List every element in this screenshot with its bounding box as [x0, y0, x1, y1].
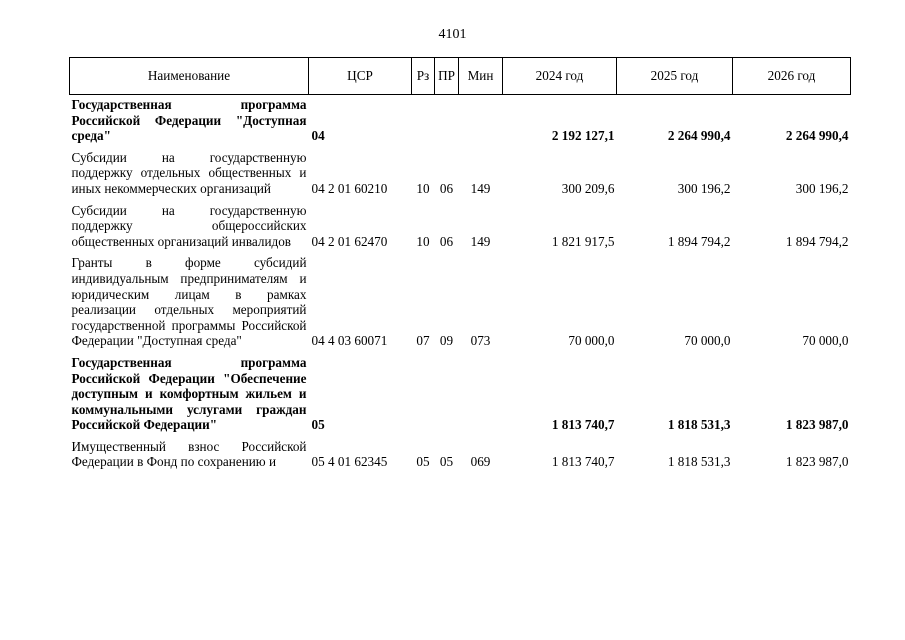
row-2024: 1 813 740,7: [551, 454, 615, 470]
row-2025: 1 818 531,3: [667, 417, 731, 433]
row-min: [459, 95, 503, 148]
row-min: 149: [470, 233, 491, 249]
table-row: [70, 95, 851, 148]
row-csr: 04 2 01 62470: [311, 233, 388, 249]
row-min: 069: [470, 454, 491, 470]
row-rz: [412, 95, 435, 148]
row-name: Субсидии на государственную поддержку общероссийских общественных организаций инвалидов: [71, 202, 307, 249]
row-rz: 05: [416, 454, 430, 470]
row-pr: 06: [439, 233, 454, 249]
table-row: [70, 353, 851, 437]
row-pr: 05: [439, 454, 454, 470]
row-name: Имущественный взнос Российской Федерации в Фонд по сохранению и: [71, 438, 307, 470]
row-2024: 1 821 917,5: [551, 233, 615, 249]
row-rz: 10: [416, 180, 430, 196]
row-csr: 04 4 03 60071: [311, 333, 388, 349]
row-2025: 2 264 990,4: [667, 128, 731, 144]
row-pr: [435, 95, 459, 148]
budget-table: [69, 57, 851, 470]
row-name: Государственная программа Российской Федерации "Обеспечение доступным и комфортным жильем и коммунальными услугами граждан Российской Федерации": [71, 354, 307, 433]
row-2024: 70 000,0: [568, 333, 615, 349]
table-row: [70, 148, 851, 201]
row-2025: 1 894 794,2: [667, 233, 731, 249]
row-2026: 2 264 990,4: [785, 128, 849, 144]
table-row: [70, 437, 851, 470]
row-csr: 05: [311, 417, 325, 433]
row-min: 149: [470, 180, 491, 196]
table-body: [70, 95, 851, 471]
column-header-name: Наименование: [70, 58, 309, 95]
table-row: [70, 253, 851, 353]
row-2026: 300 196,2: [795, 180, 849, 196]
row-rz: [412, 353, 435, 437]
column-header-rz: Рз: [412, 58, 435, 95]
row-2025: 300 196,2: [677, 180, 731, 196]
column-header-2025: 2025 год: [617, 58, 733, 95]
row-2024: 1 813 740,7: [551, 417, 615, 433]
row-2026: 1 823 987,0: [785, 417, 849, 433]
row-rz: 07: [416, 333, 430, 349]
row-csr: 04: [311, 128, 325, 144]
row-csr: 05 4 01 62345: [311, 454, 388, 470]
column-header-csr: ЦСР: [309, 58, 412, 95]
column-header-2026: 2026 год: [733, 58, 851, 95]
row-2026: 1 894 794,2: [785, 233, 849, 249]
row-pr: 06: [439, 180, 454, 196]
row-rz: 10: [416, 233, 430, 249]
row-2026: 70 000,0: [802, 333, 849, 349]
row-csr: 04 2 01 60210: [311, 180, 388, 196]
column-header-pr: ПР: [435, 58, 459, 95]
row-name: Субсидии на государственную поддержку отдельных общественных и иных некоммерческих организаций: [71, 149, 307, 196]
row-2026: 1 823 987,0: [785, 454, 849, 470]
row-pr: 09: [439, 333, 454, 349]
row-2024: 2 192 127,1: [551, 128, 615, 144]
table-header: [70, 58, 851, 95]
row-min: 073: [470, 333, 491, 349]
row-name: Государственная программа Российской Федерации "Доступная среда": [71, 97, 307, 144]
column-header-2024: 2024 год: [503, 58, 617, 95]
page-number: 4101: [438, 27, 467, 42]
row-2024: 300 209,6: [561, 180, 615, 196]
row-name: Гранты в форме субсидий индивидуальным предпринимателям и юридическим лицам в рамках реализации отдельных мероприятий государственной программы Российской Федерации "Доступная среда": [71, 255, 307, 349]
row-pr: [435, 353, 459, 437]
column-header-min: Мин: [459, 58, 503, 95]
row-min: [459, 353, 503, 437]
table-row: [70, 201, 851, 254]
row-2025: 1 818 531,3: [667, 454, 731, 470]
row-2025: 70 000,0: [684, 333, 731, 349]
